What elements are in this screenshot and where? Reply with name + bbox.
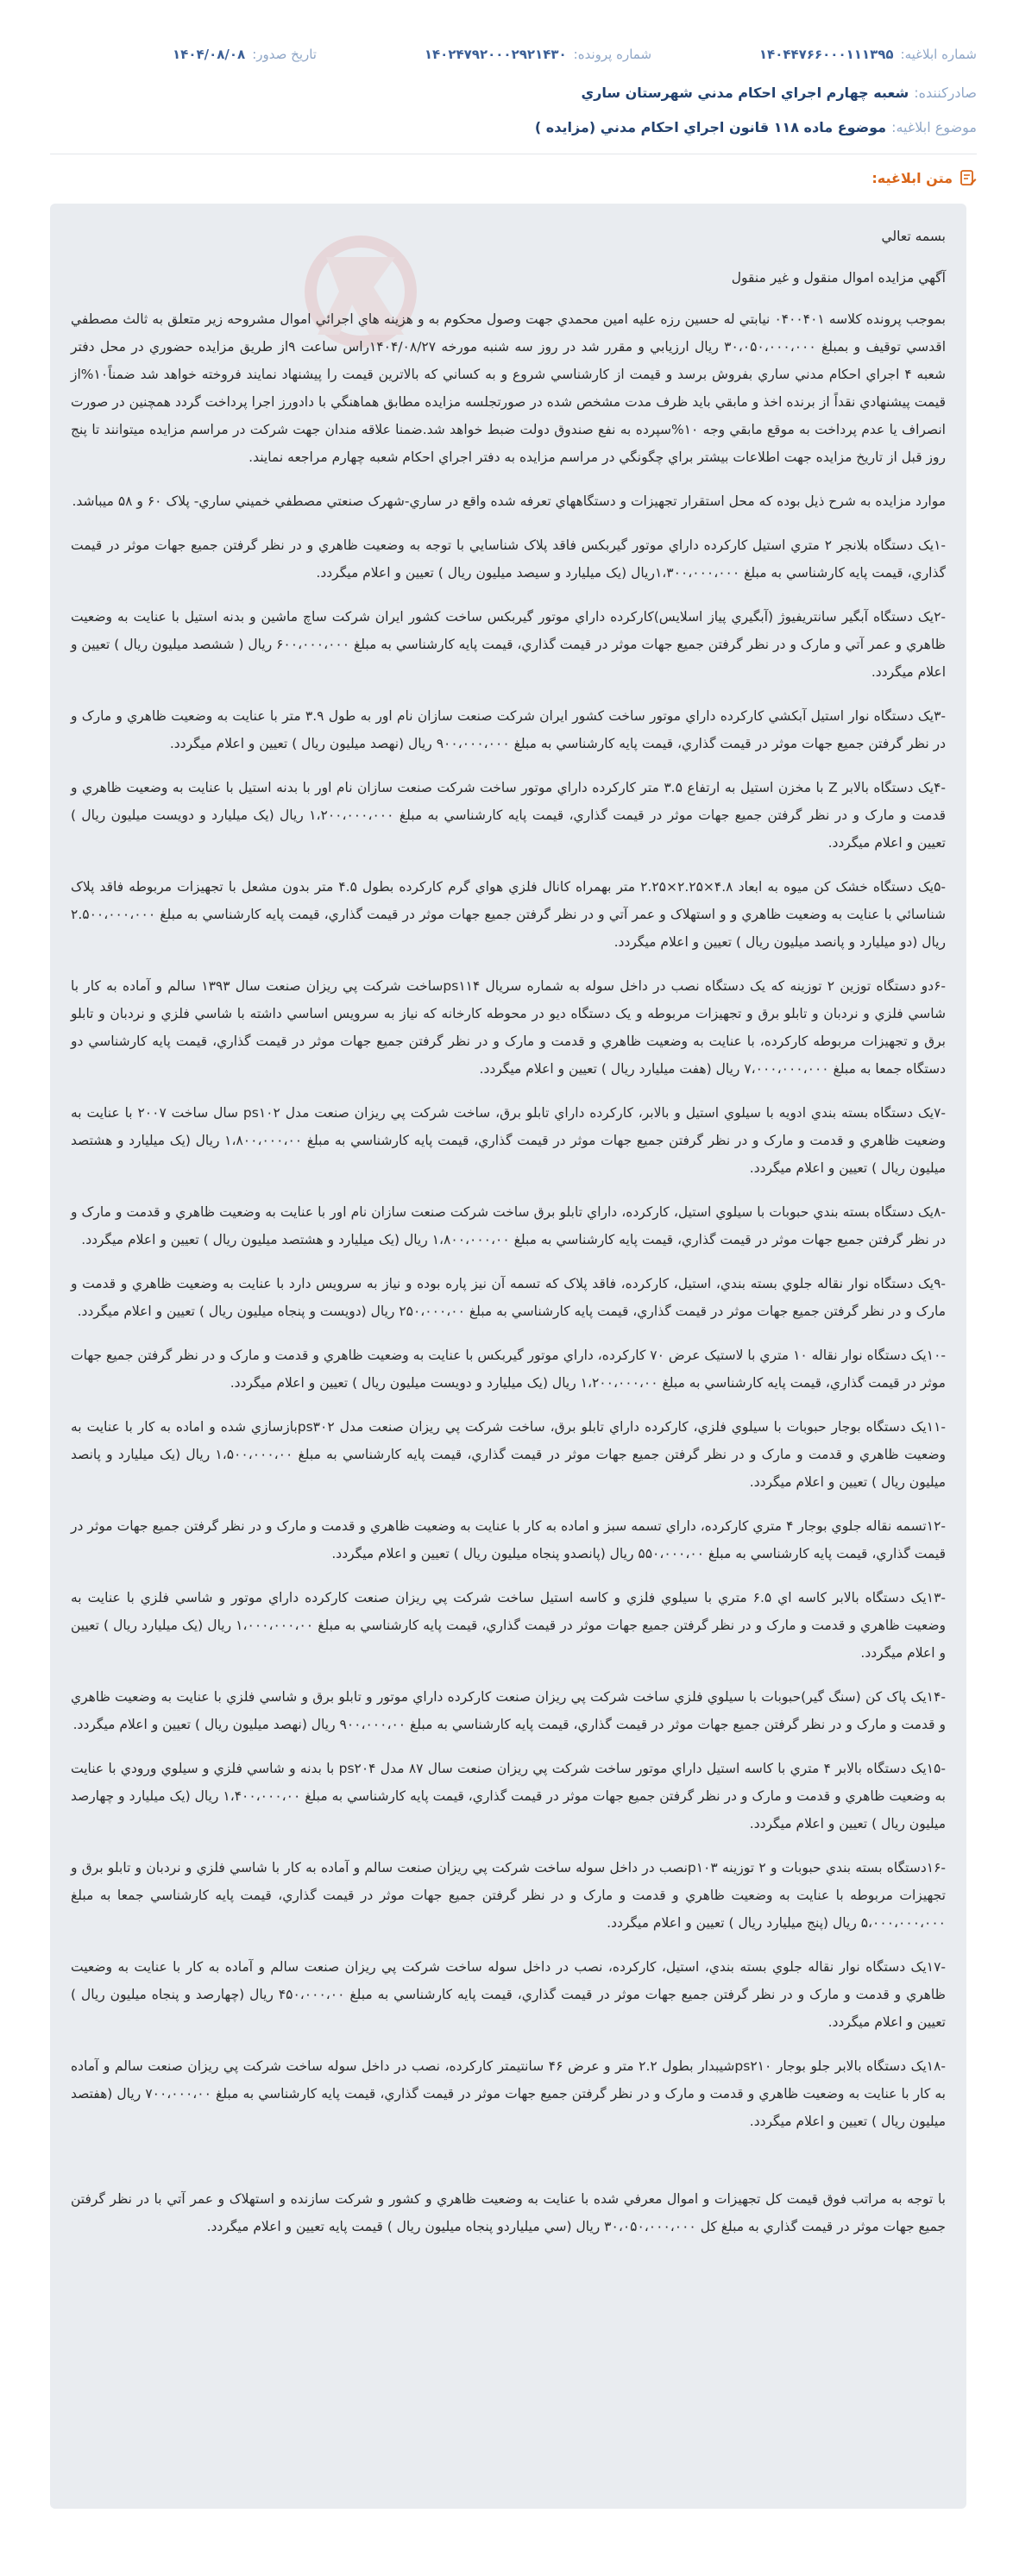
auction-item: -۱۶دستگاه بسته بندي حبوبات و ۲ توزينه p۱۰۳نصب در داخل سوله ساخت شرکت پي ريزان صنعت سالم و آماده به کار با شاسي فلزي و نردبان و تابلو برق و تجهيزات مربوطه با عنايت به وضعيت ظاهري و قدمت و مارک و در نظر گرفتن جميع جهات موثر در قيمت گذاري، قيمت پايه کارشناسي جمعا به مبلغ ۵،۰۰۰،۰۰۰،۰۰۰ ريال (پنج ميليارد ريال ) تعيين و اعلام ميگردد. [71,1860,946,1931]
auction-item: -۱يک دستگاه بلانجر ۲ متري استيل کارکرده داراي موتور گيربکس فاقد پلاک شناسايي با توجه به وضعيت ظاهري و در نظر گرفتن جميع جهات موثر در قيمت گذاري، قيمت پايه کارشناسي به مبلغ ۱،۳۰۰،۰۰۰،۰۰۰ريال (يک ميليارد و سيصد ميليون ريال ) تعيين و اعلام ميگردد. [71,537,946,581]
auction-item: -۵يک دستگاه خشک کن ميوه به ابعاد ۴.۸×۲.۲۵×۲.۲۵ متر بهمراه کانال فلزي هواي گرم کارکرده بطول ۴.۵ متر بدون مشعل با تجهيزات مربوطه فاقد پلاک شناسائي با عنايت به وضعيت ظاهري و و استهلاک و عمر آتي و در نظر گرفتن جميع جهات موثر در قيمت گذاري، قيمت پايه کارشناسي به مبلغ ۲.۵۰۰،۰۰۰،۰۰۰ ريال (دو ميليارد و پانصد ميليون ريال ) تعيين و اعلام ميگردد. [71,879,946,950]
auction-item: -۱۳يک دستگاه بالابر کاسه اي ۶.۵ متري با سيلوي فلزي و کاسه استيل ساخت شرکت پي ريزان صنعت کارکرده داراي موتور و شاسي فلزي با عنايت به وضعيت ظاهري و قدمت و مارک و در نظر گرفتن جميع جهات موثر در قيمت گذاري، قيمت پايه کارشناسي به مبلغ ۱،۰۰۰،۰۰۰،۰۰ ريال (يک ميليارد ريال ) تعيين و اعلام ميگردد. [71,1590,946,1661]
auction-item: -۸يک دستگاه بسته بندي حبوبات با سيلوي استيل، کارکرده، داراي تابلو برق ساخت شرکت صنعت سازان نام اور با عنايت به وضعيت ظاهري و قدمت و مارک و در نظر گرفتن جميع جهات موثر در قيمت گذاري، قيمت پايه کارشناسي به مبلغ ۱،۸۰۰،۰۰۰،۰۰ ريال (يک ميليارد و هشتصد ميليون ريال ) تعيين و اعلام ميگردد. [71,1204,946,1247]
intro-paragraph: بموجب پرونده کلاسه ۰۴۰۰۴۰۱ نيابتي له حسين رزه عليه امين محمدي جهت وصول محکوم‌ به و هزينه هاي اجرائي اموال مشروحه زير متعلق به ثالث مصطفي اقدسي توقيف و بمبلغ ۳۰،۰۵۰،۰۰۰،۰۰۰ ريال ارزيابي و مقرر شد در روز سه شنبه مورخه ۱۴۰۴/۰۸/۲۷راس ساعت ۹از طريق مزايده حضوري در محل دفتر شعبه ۴ اجراي احکام مدني ساري بفروش برسد و قيمت از کارشناسي شروع و به کساني که بالاترين قيمت را پيشنهاد نمايند فروخته خواهد شد ضمناً۱۰%از قيمت پيشنهادي نقداً از برنده اخذ و مابقي بايد ظرف مدت مشخص شده در صورتجلسه مزايده مطابق هماهنگي با دادورز اجرا پرداخت گردد همچنين در صورت انصراف يا عدم پرداخت به موقع مابقي وجه ۱۰%سپرده به نفع صندوق دولت ضبط خواهد شد.ضمنا علاقه مندان جهت شرکت در مراسم مزايده ميتوانند تا پنج روز قبل از تاريخ مزايده جهت اطلاعات بيشتر براي چگونگي در مراسم مزايده به دفتر اجراي احکام شعبه چهارم مراجعه نمايند. [71,311,947,465]
notice-number [759,47,977,62]
issue-date-value: ۱۴۰۴/۰۸/۰۸ [173,47,246,62]
case-number-label: شماره پرونده: [573,47,652,62]
issuer-value: شعبه چهارم اجراي احکام مدني شهرستان ساري [581,85,909,101]
auction-item: -۱۴يک پاک کن (سنگ گير)حبوبات با سيلوي فلزي ساخت شرکت پي ريزان صنعت کارکرده داراي موتور و تابلو برق و شاسي فلزي با عنايت به وضعيت ظاهري و قدمت و مارک و در نظر گرفتن جميع جهات موثر در قيمت گذاري، قيمت پايه کارشناسي به مبلغ ۹۰۰،۰۰۰،۰۰ ريال (نهصد ميليون ريال ) تعيين و اعلام ميگردد. [71,1689,946,1732]
auction-item: -۱۸يک دستگاه بالابر جلو بوجار ps۲۱۰شيبدار بطول ۲.۲ متر و عرض ۴۶ سانتيمتر کارکرده، نصب در داخل سوله ساخت شرکت پي ريزان صنعت سالم و آماده به کار با عنايت به وضعيت ظاهري و قدمت و مارک و در نظر گرفتن جميع جهات موثر در قيمت گذاري، قيمت پايه کارشناسي به مبلغ ۷۰۰،۰۰۰،۰۰ ريال (هفتصد ميليون ريال ) تعيين و اعلام ميگردد. [71,2058,947,2129]
auction-item: -۱۵يک دستگاه بالابر ۴ متري با کاسه استيل داراي موتور ساخت شرکت پي ريزان صنعت سال ۸۷ مدل ps۲۰۴ با بدنه و شاسي فلزي و سيلوي ورودي با عنايت به وضعيت ظاهري و قدمت و مارک و در نظر گرفتن جميع جهات موثر در قيمت گذاري، قيمت پايه کارشناسي به مبلغ ۱،۴۰۰،۰۰۰،۰۰ ريال (يک ميليارد و چهارصد ميليون ريال ) تعيين و اعلام ميگردد. [71,1761,946,1831]
opening-line: بسمه تعالي [881,229,946,244]
issue-date [173,47,317,62]
section-title [871,169,977,186]
notice-heading: آگهي مزايده اموال منقول و غير منقول [731,270,946,286]
location-paragraph: موارد مزايده به شرح ذيل بوده که محل استقرار تجهيزات و دستگاههاي تعرفه شده واقع در ساري-شهرک صنعتي مصطفي خميني ساري- پلاک ۶۰ و ۵۸ ميباشد. [72,493,946,509]
auction-item: -۱۱يک دستگاه بوجار حبوبات با سيلوي فلزي، کارکرده داراي تابلو برق، ساخت شرکت پي ريزان صنعت مدل ps۳۰۲بازسازي شده و اماده به کار با عنايت به وضعيت ظاهري و قدمت و مارک و در نظر گرفتن جميع جهات موثر در قيمت گذاري، قيمت پايه کارشناسي به مبلغ ۱،۵۰۰،۰۰۰،۰۰ ريال (يک ميليارد و پانصد ميليون ريال ) تعيين و اعلام ميگردد. [71,1419,946,1490]
auction-item: -۹يک دستگاه نوار نقاله جلوي بسته بندي، استيل، کارکرده، فاقد پلاک که تسمه آن نيز پاره بوده و نياز به سرويس دارد با عنايت به وضعيت ظاهري و قدمت و مارک و در نظر گرفتن جميع جهات موثر در قيمت گذاري، قيمت پايه کارشناسي به مبلغ ۲۵۰،۰۰۰،۰۰ ريال (دويست و پنجاه ميليون ريال ) تعيين و اعلام ميگردد. [71,1276,946,1319]
auction-item: -۷يک دستگاه بسته بندي ادويه با سيلوي استيل و بالابر، کارکرده داراي تابلو برق، ساخت شرکت پي ريزان صنعت مدل ps۱۰۲ سال ساخت ۲۰۰۷ با عنايت به وضعيت ظاهري و قدمت و مارک و در نظر گرفتن جميع جهات موثر در قيمت گذاري، قيمت پايه کارشناسي به مبلغ ۱،۸۰۰،۰۰۰،۰۰ ريال (يک ميليارد و هشتصد ميليون ريال ) تعيين و اعلام ميگردد. [71,1105,946,1176]
section-title-text: متن ابلاغيه: [871,169,953,186]
notice-number-value: ۱۴۰۴۴۷۶۶۰۰۰۱۱۱۳۹۵ [758,47,894,62]
issuer-line [581,85,977,101]
auction-item: -۶دو دستگاه توزين ۲ توزينه که يک دستگاه نصب در داخل سوله به شماره سريال ps۱۱۴ساخت شرکت پي ريزان صنعت سال ۱۳۹۳ سالم و آماده به کار با شاسي فلزي و نردبان و تابلو برق و تجهيزات مربوطه و يک دستگاه ديو در محوطه کارخانه که نياز به سرويس اساسي داشته با شاسي فلزي و نردبان و تابلو برق و تجهيزات مربوطه کارکرده، با عنايت به وضعيت ظاهري و قدمت و مارک و در نظر گرفتن جميع جهات موثر در قيمت گذاري، قيمت پايه کارشناسي دو دستگاه جمعا به مبلغ ۷،۰۰۰،۰۰۰،۰۰۰ ريال (هفت ميليارد ريال ) تعيين و اعلام ميگردد. [71,978,946,1077]
closing-paragraph: با توجه به مراتب فوق قيمت کل تجهيزات و اموال معرفي شده با عنايت به وضعيت ظاهري و کشور و شرکت سازنده و استهلاک و عمر آتي با در نظر گرفتن جميع جهات موثر در قيمت گذاري به مبلغ کل ۳۰،۰۵۰،۰۰۰،۰۰۰ ريال (سي ميلياردو پنجاه ميليون ريال ) قيمت پايه تعيين و اعلام ميگردد. [71,2191,946,2234]
auction-item: -۴يک دستگاه بالابر Z با مخزن استيل به ارتفاع ۳.۵ متر کارکرده داراي موتور ساخت شرکت صنعت سازان نام اور با بدنه استيل با عنايت به وضعيت ظاهري و قدمت و مارک و در نظر گرفتن جميع جهات موثر در قيمت گذاري، قيمت پايه کارشناسي به مبلغ ۱،۲۰۰،۰۰۰،۰۰۰ ريال (يک ميليارد و دويست ميليون ريال ) تعيين و اعلام ميگردد. [71,780,946,851]
auction-item: -۱۲تسمه نقاله جلوي بوجار ۴ متري کارکرده، داراي تسمه سبز و اماده به کار با عنايت به وضعيت ظاهري و قدمت و مارک و در نظر گرفتن جميع جهات موثر در قيمت گذاري، قيمت پايه کارشناسي به مبلغ ۵۵۰،۰۰۰،۰۰ ريال (پانصدو پنجاه ميليون ريال ) تعيين و اعلام ميگردد. [71,1518,947,1561]
subject-value: موضوع ماده ۱۱۸ قانون اجراي احکام مدني (مزايده ) [534,119,887,135]
notice-meta-row [173,47,977,62]
auction-item: -۱۷يک دستگاه نوار نقاله جلوي بسته بندي، استيل، کارکرده، نصب در داخل سوله ساخت شرکت پي ريزان صنعت سالم و آماده به کار با عنايت به وضعيت ظاهري و قدمت و مارک و در نظر گرفتن جميع جهات موثر در قيمت گذاري، قيمت پايه کارشناسي به مبلغ ۴۵۰،۰۰۰،۰۰ ريال (چهارصد و پنجاه ميليون ريال ) تعيين و اعلام ميگردد. [71,1959,946,2030]
case-number [425,47,651,62]
issue-date-label: تاريخ صدور: [252,47,317,62]
notice-body-panel [50,204,966,2509]
auction-item: -۳يک دستگاه نوار استيل آبکشي کارکرده داراي موتور ساخت کشور ايران شرکت صنعت سازان نام اور به طول ۳.۹ متر با عنايت به وضعيت ظاهري و مارک و در نظر گرفتن جميع جهات موثر در قيمت گذاري، قيمت پايه کارشناسي به مبلغ ۹۰۰،۰۰۰،۰۰۰ ريال (نهصد ميليون ريال ) تعيين و اعلام ميگردد. [71,708,946,751]
auction-item: -۱۰يک دستگاه نوار نقاله ۱۰ متري با لاستيک عرض ۷۰ کارکرده، داراي موتور گيربکس با عنايت به وضعيت ظاهري و قدمت و مارک و در نظر گرفتن جميع جهات موثر در قيمت گذاري، قيمت پايه کارشناسي به مبلغ ۱،۲۰۰،۰۰۰،۰۰ ريال (يک ميليارد و دويست ميليون ريال ) تعيين و اعلام ميگردد. [71,1348,946,1391]
subject-label: موضوع ابلاغيه: [891,119,977,135]
auction-item: -۲يک دستگاه آبگير سانتريفيوژ (آبگيري پياز اسلايس)کارکرده داراي موتور گيربکس ساخت کشور ايران شرکت ساچ ماشين و بدنه استيل با عنايت به وضعيت ظاهري و عمر آتي و مارک و در نظر گرفتن جميع جهات موثر در قيمت گذاري، قيمت پايه کارشناسي به مبلغ ۶۰۰،۰۰۰،۰۰۰ ريال ( ششصد ميليون ريال ) تعيين و اعلام ميگردد. [71,609,946,680]
case-number-value: ۱۴۰۲۴۷۹۲۰۰۰۲۹۲۱۴۳۰ [424,47,567,62]
notice-number-label: شماره ابلاغيه: [900,47,977,62]
subject-line [535,119,977,135]
issuer-label: صادرکننده: [914,85,977,101]
document-edit-icon [960,169,977,186]
